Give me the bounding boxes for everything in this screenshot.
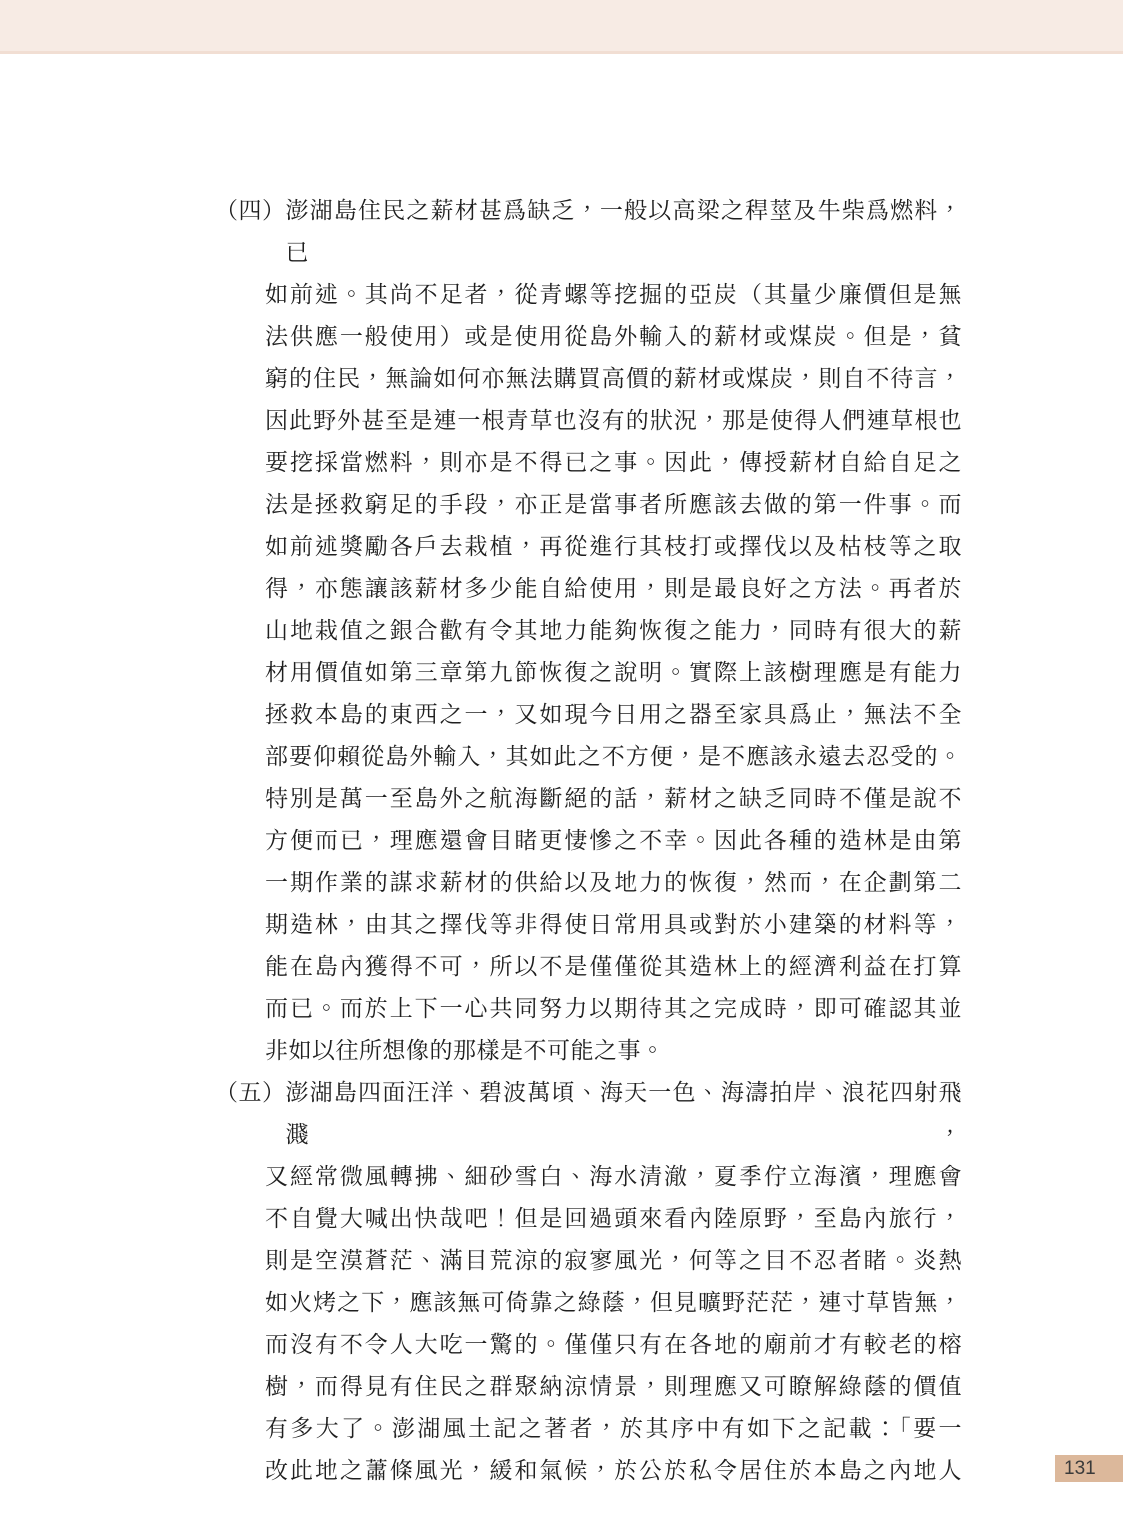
text-line: 改此地之蕭條風光，緩和氣候，於公於私令居住於本島之內地人 <box>265 1458 962 1483</box>
text-line: 則是空漠蒼茫、滿目荒涼的寂寥風光，何等之目不忍者睹。炎熱 <box>265 1248 962 1273</box>
page-number: 131 <box>1064 1457 1096 1479</box>
paragraph-first-line <box>215 190 962 274</box>
text-line: 得，亦態讓該薪材多少能自給使用，則是最良好之方法。再者於 <box>265 576 962 601</box>
paragraph-item <box>215 190 962 1072</box>
text-line: 能在島內獲得不可，所以不是僅僅從其造林上的經濟利益在打算 <box>265 954 962 979</box>
item-number-marker: （五） <box>215 1080 286 1105</box>
paragraph-first-line <box>215 1072 962 1156</box>
text-line: 窮的住民，無論如何亦無法購買高價的薪材或煤炭，則自不待言， <box>265 366 962 391</box>
text-line: 材用價值如第三章第九節恢復之說明。實際上該樹理應是有能力 <box>265 660 962 685</box>
text-line: 山地栽值之銀合歡有令其地力能夠恢復之能力，同時有很大的薪 <box>265 618 962 643</box>
text-line: 而沒有不令人大吃一驚的。僅僅只有在各地的廟前才有較老的榕 <box>265 1332 962 1357</box>
text-line: 如前述獎勵各戶去栽植，再從進行其枝打或擇伐以及枯枝等之取 <box>265 534 962 559</box>
page-header-band <box>0 0 1123 54</box>
text-line: 澎湖島住民之薪材甚爲缺乏，一般以高梁之稈莖及牛柴爲燃料，已 <box>285 198 962 265</box>
text-line: 方便而已，理應還會目睹更悽慘之不幸。因此各種的造林是由第 <box>265 828 962 853</box>
page-number-badge <box>1055 1455 1123 1482</box>
text-line: 不自覺大喊出快哉吧！但是回過頭來看內陸原野，至島內旅行， <box>265 1206 962 1231</box>
text-line: 因此野外甚至是連一根青草也沒有的狀況，那是使得人們連草根也 <box>265 408 962 433</box>
text-line: 如前述。其尚不足者，從青螺等挖掘的亞炭（其量少廉價但是無 <box>265 282 962 307</box>
text-line: 法供應一般使用）或是使用從島外輸入的薪材或煤炭。但是，貧 <box>265 324 962 349</box>
text-line: 部要仰賴從島外輸入，其如此之不方便，是不應該永遠去忍受的。 <box>265 744 962 769</box>
text-line: 又經常微風轉拂、細砂雪白、海水清澈，夏季佇立海濱，理應會 <box>265 1164 962 1189</box>
text-line: 期造林，由其之擇伐等非得使日常用具或對於小建築的材料等， <box>265 912 962 937</box>
text-line: 法是拯救窮足的手段，亦正是當事者所應該去做的第一件事。而 <box>265 492 962 517</box>
text-line: 特別是萬一至島外之航海斷絕的話，薪材之缺乏同時不僅是說不 <box>265 786 962 811</box>
text-line: 而已。而於上下一心共同努力以期待其之完成時，即可確認其並 <box>265 996 962 1021</box>
paragraph-item <box>215 1072 962 1492</box>
text-line: 樹，而得見有住民之群聚納涼情景，則理應又可瞭解綠蔭的價值 <box>265 1374 962 1399</box>
page-body <box>215 190 962 1492</box>
text-line: 非如以往所想像的那樣是不可能之事。 <box>265 1038 665 1063</box>
item-number-marker: （四） <box>215 198 286 223</box>
text-line: 一期作業的謀求薪材的供給以及地力的恢復，然而，在企劃第二 <box>265 870 962 895</box>
text-line: 有多大了。澎湖風土記之著者，於其序中有如下之記載：「要一 <box>265 1416 962 1441</box>
text-line: 澎湖島四面汪洋、碧波萬頃、海天一色、海濤拍岸、浪花四射飛濺， <box>285 1080 962 1147</box>
text-line: 要挖採當燃料，則亦是不得已之事。因此，傳授薪材自給自足之 <box>265 450 962 475</box>
text-line: 如火烤之下，應該無可倚靠之綠蔭，但見曠野茫茫，連寸草皆無， <box>265 1290 962 1315</box>
text-line: 拯救本島的東西之一，又如現今日用之器至家具爲止，無法不全 <box>265 702 962 727</box>
